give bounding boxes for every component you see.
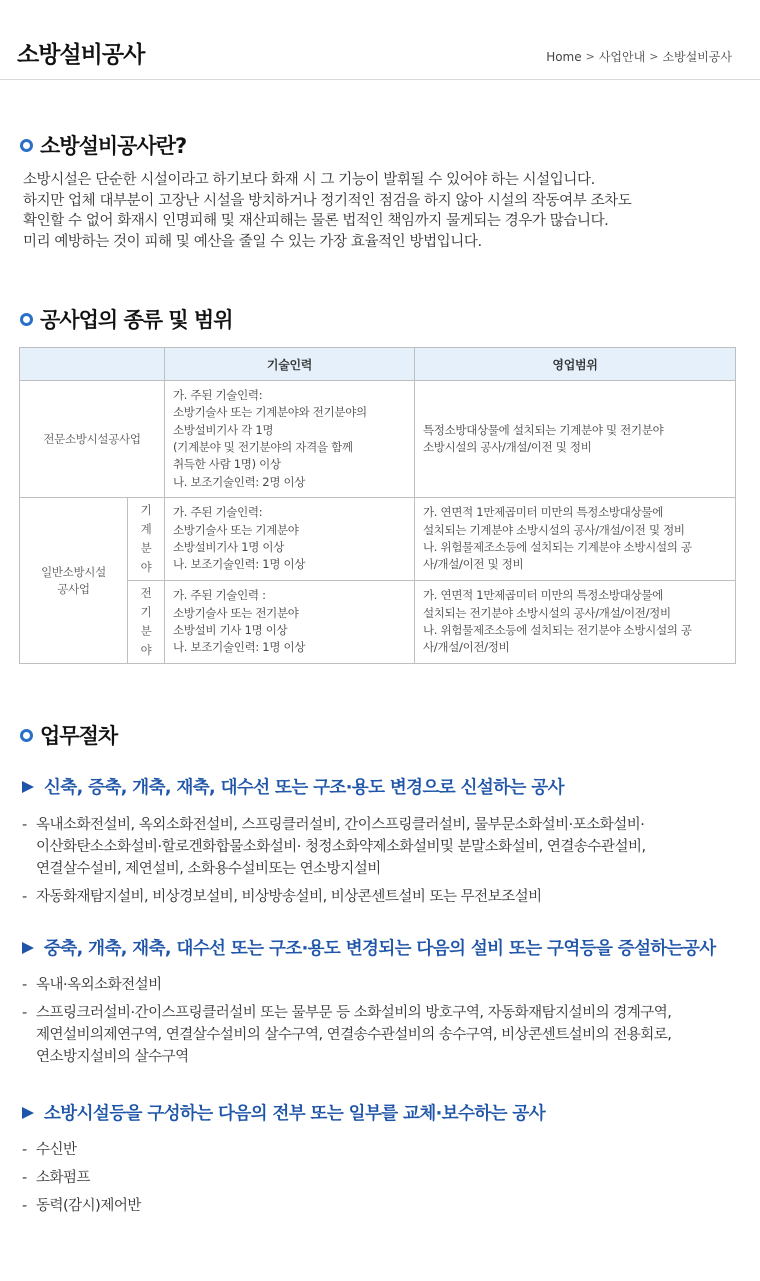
intro-line: 미리 예방하는 것이 피해 및 예산을 줄일 수 있는 가장 효율적인 방법입니다. bbox=[23, 233, 482, 250]
list-item: - 동력(감시)제어반 bbox=[22, 1198, 141, 1214]
mechanical-tech: 가. 주된 기술인력: 소방기술사 또는 기계분야 소방설비기사 1명 이상 나. 보조기술인력: 1명 이상 bbox=[165, 498, 415, 581]
circle-bullet-icon bbox=[20, 313, 33, 326]
intro-text bbox=[23, 170, 743, 252]
list-item: - 수신반 bbox=[22, 1142, 77, 1158]
chevron-right-icon: > bbox=[585, 50, 595, 63]
page-title: 소방설비공사 bbox=[17, 42, 145, 68]
table-header-row bbox=[20, 348, 736, 381]
circle-bullet-icon bbox=[20, 729, 33, 742]
intro-line: 확인할 수 없어 화재시 인명피해 및 재산피해는 물론 법적인 책임까지 물게되는 경우가 많습니다. bbox=[23, 213, 609, 229]
intro-line: 하지만 업체 대부분이 고장난 시설을 방치하거나 정기적인 점검을 하지 않아 시설의 작동여부 조차도 bbox=[23, 192, 632, 209]
play-triangle-icon bbox=[22, 781, 34, 793]
circle-bullet-icon bbox=[20, 139, 33, 152]
scope-title: 공사업의 종류 및 범위 bbox=[20, 304, 233, 334]
list-item: - 스프링크러설비·간이스프링클러설비 또는 물부문 등 소화설비의 방호구역, 자동화재탐지설비의 경계구역, 제연설비의제연구역, 연결살수설비의 살수구역, 연결송수관설비의 송수구역, 비상콘센트설비의 전용회로, 연소방지설비의 살수구역 bbox=[22, 1005, 672, 1065]
chevron-right-icon: > bbox=[649, 50, 659, 63]
table-row bbox=[20, 381, 736, 498]
procedure-heading-replace: 소방시설등을 구성하는 다음의 전부 또는 일부를 교체·보수하는 공사 bbox=[22, 1100, 545, 1125]
intro-line: 소방시설은 단순한 시설이라고 하기보다 화재 시 그 기능이 발휘될 수 있어야 하는 시설입니다. bbox=[23, 172, 595, 188]
list-item: - 옥내소화전설비, 옥외소화전설비, 스프링클러설비, 간이스프링클러설비, 물부문소화설비·포소화설비· 이산화탄소소화설비·할로겐화합물소화설비· 청정소화약제소화설비및 분말소화설비, 연결송수관설비, 연결살수설비, 제연설비, 소화용수설비또는 연소방지설비 bbox=[22, 817, 646, 877]
list-item: - 옥내·옥외소화전설비 bbox=[22, 977, 162, 993]
specialist-label: 전문소방시설공사업 bbox=[20, 381, 165, 498]
procedure-heading-expand: 중축, 개축, 재축, 대수선 또는 구조·용도 변경되는 다음의 설비 또는 구역등을 증설하는공사 bbox=[22, 935, 716, 960]
breadcrumb-current: 소방설비공사 bbox=[662, 50, 732, 64]
electrical-tech: 가. 주된 기술인력 : 소방기술사 또는 전기분야 소방설비 기사 1명 이상 나. 보조기술인력: 1명 이상 bbox=[165, 581, 415, 664]
specialist-tech: 가. 주된 기술인력: 소방기술사 또는 기계분야와 전기분야의 소방설비기사 각 1명 (기계분야 및 전기분야의 자격을 함께 취득한 사람 1명) 이상 나. 보조기술인력: 2명 이상 bbox=[165, 381, 415, 498]
electrical-sub: 전 기 분 야 bbox=[128, 581, 165, 664]
header-tech: 기술인력 bbox=[165, 348, 415, 381]
intro-title: 소방설비공사란? bbox=[20, 130, 186, 160]
electrical-scope: 가. 연면적 1만제곱미터 미만의 특정소방대상물에 설치되는 전기분야 소방시설의 공사/개설/이전/정비 나. 위험물제조소등에 설치되는 전기분야 소방시설의 공 사/개설/이전/정비 bbox=[415, 581, 736, 664]
header-empty bbox=[20, 348, 165, 381]
breadcrumb-home[interactable]: Home bbox=[546, 49, 582, 64]
specialist-scope: 특정소방대상물에 설치되는 기계분야 및 전기분야 소방시설의 공사/개설/이전 및 정비 bbox=[415, 381, 736, 498]
table-row bbox=[20, 498, 736, 581]
procedure-list-new bbox=[22, 814, 752, 914]
procedure-list-replace bbox=[22, 1139, 752, 1223]
procedure-heading-new: 신축, 증축, 개축, 재축, 대수선 또는 구조·용도 변경으로 신설하는 공사 bbox=[22, 774, 564, 799]
table-row bbox=[20, 581, 736, 664]
general-label: 일반소방시설 공사업 bbox=[20, 498, 128, 664]
play-triangle-icon bbox=[22, 1107, 34, 1119]
mechanical-sub: 기 계 분 야 bbox=[128, 498, 165, 581]
list-item: - 소화펌프 bbox=[22, 1170, 91, 1186]
procedure-list-expand bbox=[22, 974, 752, 1074]
breadcrumb-business[interactable]: 사업안내 bbox=[598, 50, 646, 64]
header-scope: 영업범위 bbox=[415, 348, 736, 381]
play-triangle-icon bbox=[22, 942, 34, 954]
scope-table bbox=[19, 347, 736, 664]
page-header bbox=[0, 0, 760, 80]
procedure-title: 업무절차 bbox=[20, 720, 117, 750]
list-item: - 자동화재탐지설비, 비상경보설비, 비상방송설비, 비상콘센트설비 또는 무전보조설비 bbox=[22, 889, 542, 905]
breadcrumb bbox=[546, 48, 732, 65]
mechanical-scope: 가. 연면적 1만제곱미터 미만의 특정소방대상물에 설치되는 기계분야 소방시설의 공사/개설/이전 및 정비 나. 위험물제조소등에 설치되는 기계분야 소방시설의 공 사/개설/이전 및 정비 bbox=[415, 498, 736, 581]
